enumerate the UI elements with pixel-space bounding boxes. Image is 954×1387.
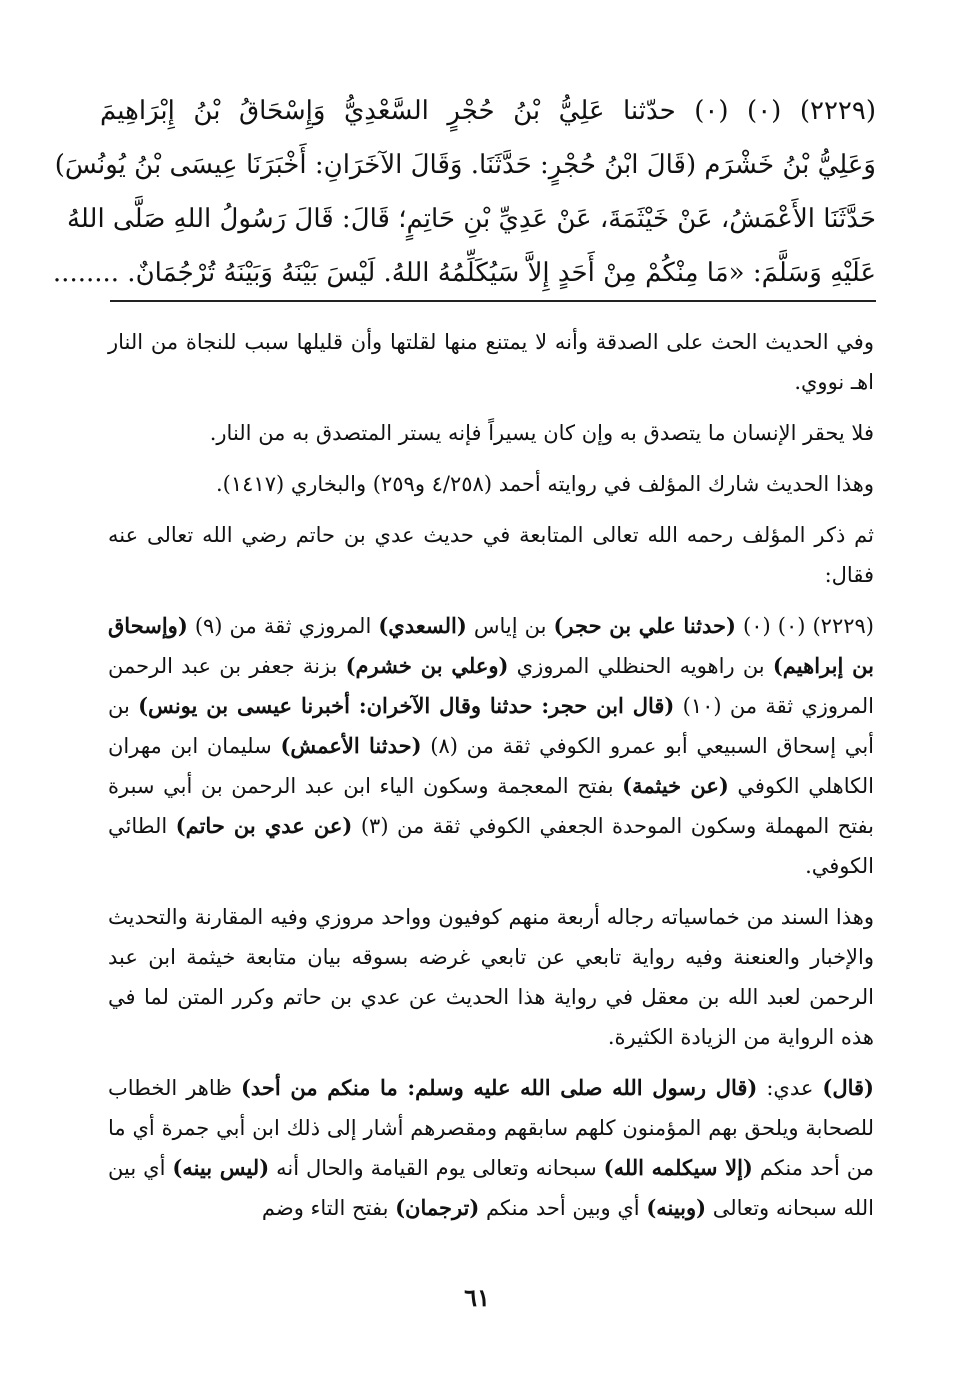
bold-run: (قال رسول الله صلى الله عليه وسلم: ما منكم من أحد) bbox=[240, 1075, 758, 1100]
text-run: الطائي الكوفي. bbox=[108, 814, 874, 878]
hadith-line: حَدَّثَنَا الأَعْمَشُ، عَنْ خَيْثَمَةَ، عَنْ عَدِيِّ بْنِ حَاتِمٍ؛ قَالَ: قَالَ رَسُولُ اللهِ صَلَّى اللهُ bbox=[66, 204, 876, 234]
text-run: (٢٢٢٩) (٠) (٠) bbox=[735, 614, 874, 638]
bold-run: (وبينه) bbox=[646, 1195, 707, 1220]
text-run: بن أبي إسحاق السبيعي أبو عمرو الكوفي ثقة من (٨) bbox=[108, 694, 874, 758]
commentary-paragraph: وهذا السند من خماسياته رجاله أربعة منهم كوفيون وواحد مروزي وفيه المقارنة والتحديث والإخبار والعنعنة وفيه رواية تابعي عن تابعي غرضه بسوقه بيان متابعة خيثمة ابن عبد الرحمن لعبد الله بن معقل في رواية هذا الحديث عن عدي بن حاتم وكرر المتن لما في هذه الرواية من الزيادة الكثيرة. bbox=[108, 905, 874, 1049]
bold-run: (حدثنا علي بن حجر) bbox=[553, 613, 736, 638]
bold-run: (عن عدي بن حاتم) bbox=[175, 813, 353, 838]
commentary-paragraph: فلا يحقر الإنسان ما يتصدق به وإن كان يسيراً فإنه يستر المتصدق به من النار. bbox=[209, 421, 874, 445]
text-run: سليمان ابن مهران الكاهلي الكوفي bbox=[108, 734, 874, 798]
page-number: ٦١ bbox=[464, 1283, 490, 1312]
text-run: بفتح التاء وضم bbox=[261, 1196, 396, 1220]
hadith-line: (٢٢٢٩) (٠) (٠) حدّثنا عَلِيُّ بْنُ حُجْرٍ السَّعْدِيُّ وَإِسْحَاقُ بْنُ إِبْرَاهِيمَ bbox=[100, 96, 876, 126]
bold-run: (إلا سيكلمه الله) bbox=[603, 1155, 753, 1180]
text-run: أي وبين أحد منكم bbox=[479, 1196, 647, 1220]
commentary-paragraph: ثم ذكر المؤلف رحمه الله تعالى المتابعة في حديث عدي بن حاتم رضي الله تعالى عنه فقال: bbox=[108, 523, 874, 587]
commentary-paragraph: وهذا الحديث شارك المؤلف في روايته أحمد (٤/٢٥٨ و٢٥٩) والبخاري (١٤١٧). bbox=[215, 472, 874, 496]
text-run: عدي: bbox=[757, 1076, 823, 1100]
bold-run: (وعلي بن خشرم) bbox=[345, 653, 509, 678]
bold-run: (عن خيثمة) bbox=[622, 773, 729, 798]
text-run: بفتح المعجمة وسكون الياء ابن عبد الرحمن بن أبي سبرة بفتح المهملة وسكون الموحدة الجعفي الكوفي ثقة من (٣) bbox=[108, 774, 875, 838]
isnad-paragraph bbox=[108, 606, 874, 886]
commentary bbox=[108, 322, 874, 1239]
hadith-line: عَلَيْهِ وَسَلَّمَ: «مَا مِنْكُمْ مِنْ أَحَدٍ إِلاَّ سَيُكَلِّمُهُ اللهُ. لَيْسَ بَيْنَهُ وَبَيْنَهُ تُرْجُمَانٌ. ........ bbox=[52, 258, 876, 288]
text-run: أي بين الله سبحانه وتعالى bbox=[108, 1156, 874, 1220]
text-run: سبحانه وتعالى يوم القيامة والحال أنه bbox=[269, 1156, 604, 1180]
bold-run: (قال ابن حجر: حدثنا وقال الآخران: أخبرنا عيسى بن يونس) bbox=[138, 693, 675, 718]
hadith-text bbox=[52, 84, 876, 300]
text-run: ظاهر الخطاب للصحابة ويلحق بهم المؤمنون كلهم سابقهم ومقصرهم أشار إلى ذلك ابن أبي جمرة أي ما من أحد منكم bbox=[108, 1076, 875, 1180]
bold-run: (وإسحاق بن إبراهيم) bbox=[108, 613, 874, 678]
text-run: المروزي ثقة من (٩) bbox=[187, 614, 379, 638]
bold-run: (حدثنا الأعمش) bbox=[280, 733, 422, 758]
explanation-paragraph bbox=[108, 1068, 874, 1228]
bold-run: (قال) bbox=[822, 1075, 874, 1100]
bold-run: (السعدي) bbox=[378, 613, 467, 638]
text-run: بزنة جعفر بن عبد الرحمن المروزي ثقة من (١٠) bbox=[108, 654, 875, 718]
text-run: بن راهويه الحنظلي المروزي bbox=[508, 654, 773, 678]
hadith-line: وَعَلِيُّ بْنُ خَشْرَم (قَالَ ابْنُ حُجْرٍ: حَدَّثَنَا. وَقَالَ الآخَرَانِ: أَخْبَرَنَا عِيسَى بْنُ يُونُسَ) bbox=[54, 150, 876, 180]
bold-run: (ترجمان) bbox=[395, 1195, 480, 1220]
bold-run: (ليس بينه) bbox=[172, 1155, 270, 1180]
text-run: بن إياس bbox=[466, 614, 554, 638]
commentary-paragraph: وفي الحديث الحث على الصدقة وأنه لا يمتنع منها لقلتها وأن قليلها سبب للنجاة من النار اهـ نووي. bbox=[108, 330, 874, 394]
separator-line bbox=[110, 300, 876, 302]
